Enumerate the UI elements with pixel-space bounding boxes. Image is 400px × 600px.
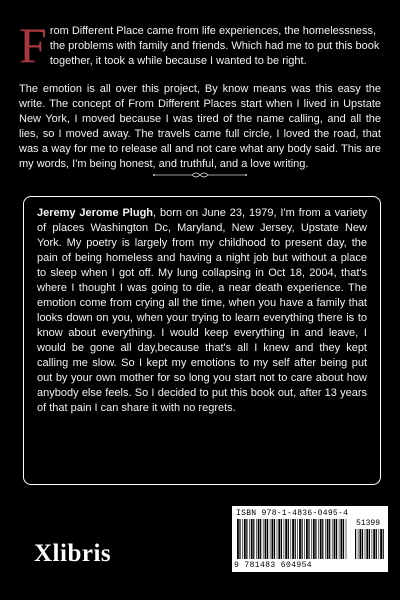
isbn-text: ISBN 978-1-4836-0495-4 [236,509,349,518]
ornament-divider-icon [150,170,250,180]
barcode-bars-icon [236,519,348,559]
author-bio-body: , born on June 23, 1979, I'm from a variety of places Washington Dc, Maryland, New Jersey, Upstate New York. My poetry is largely from my childhood to present day, the pain of being homeless and having a night job but without a place to sleep when I got off. My lung collapsing in Oct 18, 2004, that's where I thought I was going to die, a near death experience. The emotion come from crying all the time, when you have a family that looks down on you, when your trying to learn everything there is to know about everything. I would keep everything in and leave, I would be gone all day,because that's all I knew and they kept calling me slow. So I kept my emotions to my self after being put out by your own mother for so long you start not to care about how anybody else feels. So I decided to put this book out, after 13 years of that pain I can share it with no regrets. [37,207,367,414]
intro-paragraph [19,17,381,73]
author-bio-box [23,196,381,485]
author-name: Jeremy Jerome Plugh [37,207,154,219]
addon-barcode-icon [354,529,384,559]
author-bio-text [37,206,367,416]
price-code: 51399 [356,519,381,528]
isbn-barcode [232,506,388,572]
intro-text: rom Different Place came from life experiences, the homelessness, the problems with family and friends. Which had me to put this book together, it took a while because I wanted to be right. [49,25,380,67]
drop-cap: F [19,17,47,73]
publisher-logo: Xlibris [34,540,112,567]
ean-digits: 9 781483 604954 [234,561,313,570]
concept-paragraph: The emotion is all over this project, By know means was this easy the write. The concept of From Different Places start when I lived in Upstate New York, I moved because I was tired of the name calling, and all the lies, so I moved away. The travels came full circle, I loved the road, that was a way for me to release all and not care what any body said. This are my words, I'm being honest, and truthful, and a love writing. [19,83,381,170]
